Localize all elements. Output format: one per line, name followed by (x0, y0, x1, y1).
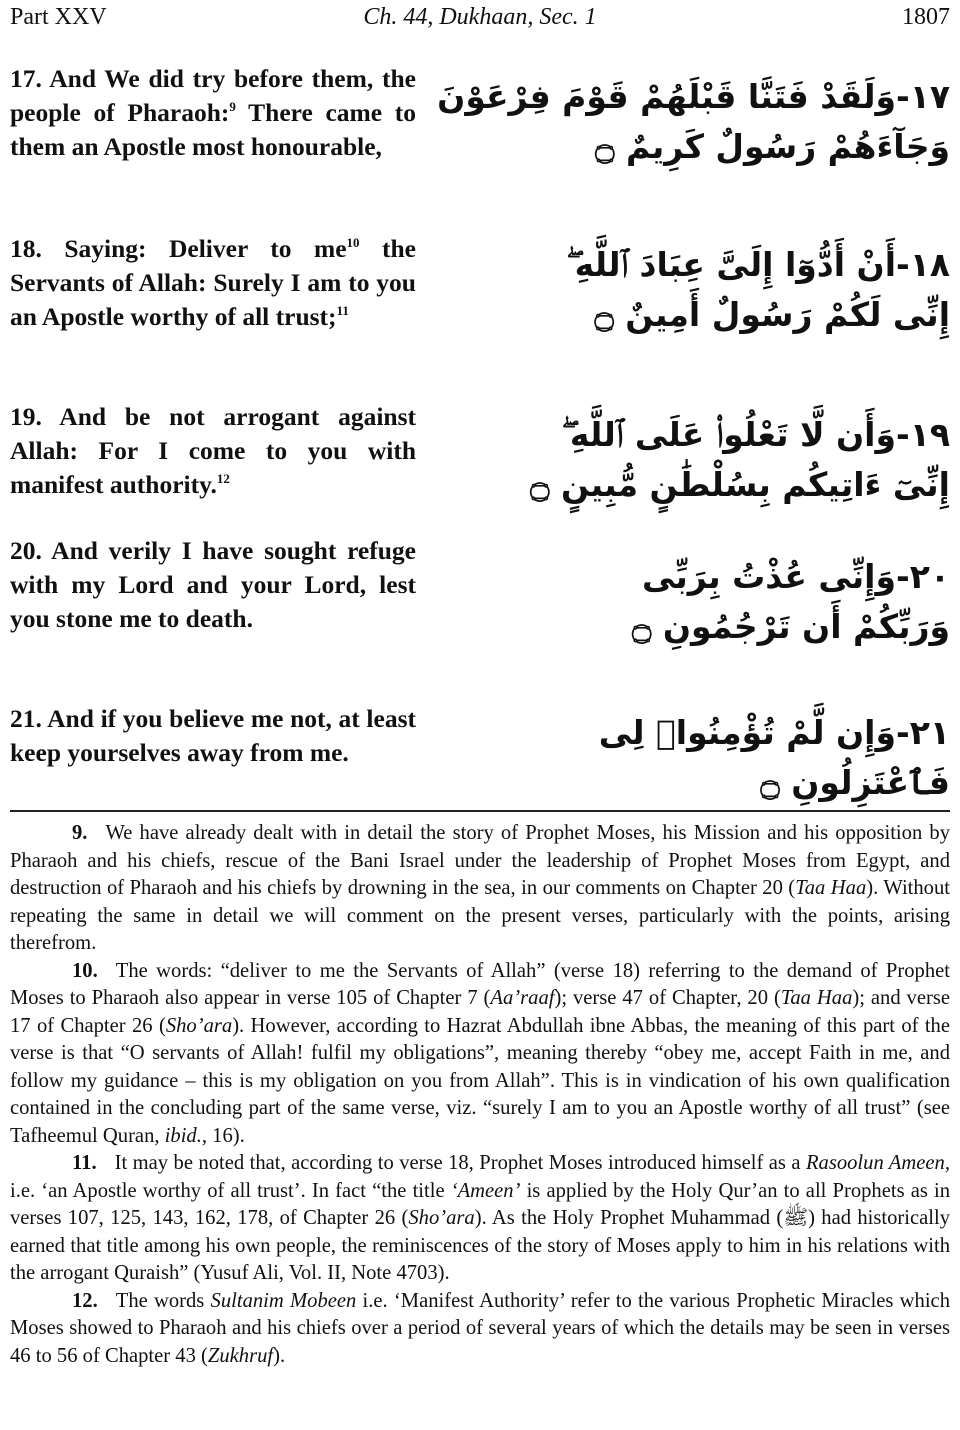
footnote-ref: 12 (216, 471, 230, 486)
verse-17 (10, 62, 950, 202)
verse-21 (10, 702, 950, 812)
verse-english: 17. And We did try before them, the people of Pharaoh:$^9$ There came to them an Apostle most honourable, (10, 64, 417, 161)
verse-arabic: ١٩-وَأَن لَّا تَعْلُوا۟ عَلَى ٱللَّهِ ۖ إِنِّىٓ ءَاتِيكُم بِسُلْطَٰنٍ مُّبِينٍ ۝ (530, 415, 950, 504)
verse-arabic: ١٨-أَنْ أَدُّوٓا إِلَىَّ عِبَادَ ٱللَّهِ ۖ إِنِّى لَكُمْ رَسُولٌ أَمِينٌ ۝ (566, 245, 950, 334)
footnote-9: 9. We have already dealt with in detail the story of Prophet Moses, his Mission and his opposition by Pharaoh and his chiefs, rescue of the Bani Israel under the leadership of Prophet Moses from Egypt, and destruction of Pharaoh and his chiefs by drowning in the sea, in our comments on Chapter 20 (Taa Haa). Without repeating the same in detail we will comment on the present verses, particularly with the points, arising therefrom. (10, 822, 950, 954)
verse-arabic: ٢٠-وَإِنِّى عُذْتُ بِرَبِّى وَرَبِّكُمْ أَن تَرْجُمُونِ ۝ (632, 557, 950, 646)
verse-english: 20. And verily I have sought refuge with my Lord and your Lord, lest you stone me to death. (10, 536, 416, 633)
verse-english: 19. And be not arrogant against Allah: For I come to you with manifest authority.$^{12}$ (10, 402, 416, 499)
divider-rule (10, 810, 950, 812)
page-header (10, 4, 950, 34)
part-label: Part XXV (10, 4, 107, 30)
chapter-title: Ch. 44, Dukhaan, Sec. 1 (363, 4, 597, 30)
footnote-11: 11. It may be noted that, according to verse 18, Prophet Moses introduced himself as a Rasoolun Ameen, i.e. ‘an Apostle worthy of all trust’. In fact “the title ‘Ameen’ is applied by the Holy Qur’an to all Prophets as in verses 107, 125, 143, 162, 178, of Chapter 26 (Sho’ara). As the Holy Prophet Muhammad (ﷺ) had historically earned that title among his own people, the reminiscences of the story of Moses apply to him in his relations with the arrogant Quraish” (Yusuf Ali, Vol. II, Note 4703). (10, 1152, 950, 1284)
verse-english: 18. Saying: Deliver to $me^{10}$ the Servants of Allah: Surely I am to you an Apostle worthy of all trust;$^{11}$ (10, 234, 416, 331)
footnotes (10, 820, 950, 1370)
footnote-ref: 10 (346, 235, 360, 250)
verse-18 (10, 232, 950, 372)
verse-arabic: ١٧-وَلَقَدْ فَتَنَّا قَبْلَهُمْ قَوْمَ فِرْعَوْنَ وَجَآءَهُمْ رَسُولٌ كَرِيمٌ ۝ (437, 77, 950, 166)
footnote-12: 12. The words Sultanim Mobeen i.e. ‘Manifest Authority’ refer to the various Prophetic Miracles which Moses showed to Pharaoh and his chiefs over a period of several years of which the details may be seen in verses 46 to 56 of Chapter 43 (Zukhruf). (10, 1289, 950, 1367)
footnote-10: 10. The words: “deliver to me the Servants of Allah” (verse 18) referring to the demand of Prophet Moses to Pharaoh also appear in verse 105 of Chapter 7 (Aa’raaf); verse 47 of Chapter, 20 (Taa Haa); and verse 17 of Chapter 26 (Sho’ara). However, according to Hazrat Abdullah ibne Abbas, the meaning of this part of the verse is that “O servants of Allah! fulfil my obligations”, meaning thereby “obey me, accept Faith in me, and follow my guidance – this is my obligation on you from Allah”. This is in vindication of his own qualification contained in the concluding part of the same verse, viz. “surely I am to you an Apostle worthy of all trust” (see Tafheemul Quran, ibid., 16). (10, 959, 950, 1147)
verse-english: 21. And if you believe me not, at least keep yourselves away from me. (10, 704, 416, 767)
verse-19 (10, 400, 950, 510)
page-number: 1807 (902, 4, 950, 30)
footnote-ref: 11 (336, 303, 349, 318)
footnote-ref: 9 (229, 99, 236, 114)
verse-arabic: ٢١-وَإِن لَّمْ تُؤْمِنُوا۟ لِى فَٱعْتَزِلُونِ ۝ (598, 713, 950, 802)
verse-20 (10, 534, 950, 674)
